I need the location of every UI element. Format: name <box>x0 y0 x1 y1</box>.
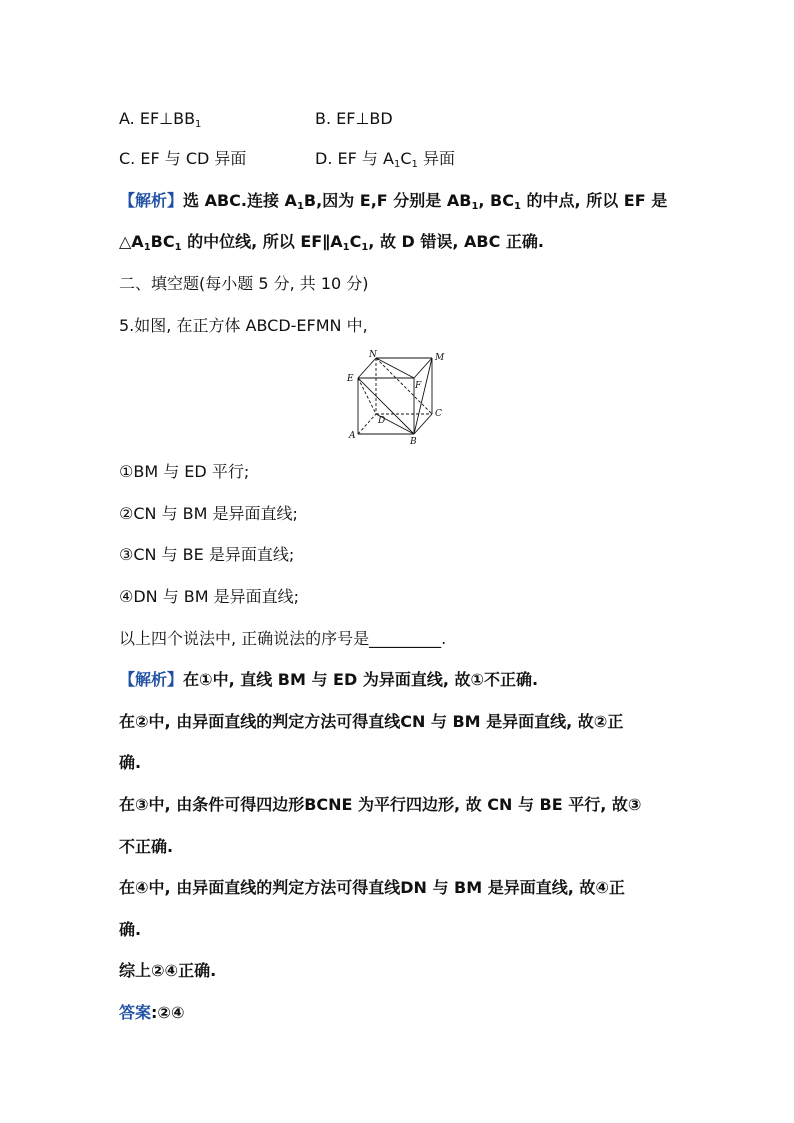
label-d: D <box>378 416 386 426</box>
option-d-prefix: D. EF 与 A <box>315 149 394 168</box>
option-c-text: C. EF 与 CD 异面 <box>119 149 247 168</box>
perp-symbol: ⊥ <box>355 109 370 128</box>
option-d <box>315 147 455 171</box>
text-run: 的中点, 所以 EF 是 <box>520 191 668 210</box>
analysis-2-para-4b: 确. <box>119 920 142 939</box>
subscript: 1 <box>393 159 401 170</box>
question-5-stem: 5.如图, 在正方体 ABCD-EFMN 中, <box>119 316 368 335</box>
cube-figure <box>342 348 452 446</box>
option-a-prefix: A. EF <box>119 109 160 128</box>
subscript: 1 <box>361 242 369 253</box>
option-c <box>119 147 246 171</box>
subscript: 1 <box>143 242 151 253</box>
statement-3: ③CN 与 BE 是异面直线; <box>119 545 295 564</box>
analysis-tag: 【解析】 <box>119 670 184 689</box>
subscript: 1 <box>514 201 521 212</box>
subscript: 1 <box>342 242 350 253</box>
analysis-tag: 【解析】 <box>119 191 184 210</box>
analysis-2-para-4a: 在④中, 由异面直线的判定方法可得直线DN 与 BM 是异面直线, 故④正 <box>119 878 625 897</box>
label-f: F <box>415 381 422 391</box>
statement-1: ①BM 与 ED 平行; <box>119 462 250 481</box>
hidden-segment-nc <box>376 358 432 414</box>
analysis-2-para-3b: 不正确. <box>119 837 174 856</box>
analysis-2-para-3a: 在③中, 由条件可得四边形BCNE 为平行四边形, 故 CN 与 BE 平行, 故③ <box>119 795 642 814</box>
question-prompt: 以上四个说法中, 正确说法的序号是_________. <box>119 629 447 648</box>
answer-line <box>119 1001 185 1025</box>
text-run: C <box>349 232 362 251</box>
label-c: C <box>435 409 442 419</box>
option-b <box>315 107 393 131</box>
subscript: 1 <box>411 159 418 170</box>
analysis-2-line-1 <box>119 668 538 692</box>
option-b-main: BD <box>369 109 393 128</box>
statement-4: ④DN 与 BM 是异面直线; <box>119 587 300 606</box>
text-run: , 故 D 错误, ABC 正确. <box>368 232 544 251</box>
segment-nf <box>376 358 414 378</box>
option-d-post: 异面 <box>417 149 455 168</box>
answer-value: :②④ <box>151 1003 185 1022</box>
analysis-2-para-2b: 确. <box>119 753 142 772</box>
edge-en <box>358 358 376 378</box>
option-a-main: BB <box>173 109 196 128</box>
text-run: B,因为 E,F 分别是 AB <box>303 191 472 210</box>
statement-2: ②CN 与 BM 是异面直线; <box>119 504 298 523</box>
option-d-mid: C <box>400 149 412 168</box>
text-run: , BC <box>478 191 514 210</box>
option-b-prefix: B. EF <box>315 109 356 128</box>
analysis-1-line-2 <box>119 230 544 254</box>
subscript: 1 <box>296 201 304 212</box>
text-run: 的中位线, 所以 EF∥A <box>181 232 343 251</box>
subscript: 1 <box>471 201 479 212</box>
analysis-2-summary: 综上②④正确. <box>119 961 217 980</box>
section-heading: 二、填空题(每小题 5 分, 共 10 分) <box>119 274 369 293</box>
hidden-segment-ed <box>358 378 376 414</box>
text-run: 在①中, 直线 BM 与 ED 为异面直线, 故①不正确. <box>183 670 539 689</box>
answer-label: 答案 <box>119 1003 152 1022</box>
analysis-1-line-1 <box>119 189 667 213</box>
perp-symbol: ⊥ <box>159 109 174 128</box>
label-b: B <box>410 437 417 446</box>
label-m: M <box>435 353 445 363</box>
segment-bm <box>414 358 432 434</box>
analysis-2-para-2a: 在②中, 由异面直线的判定方法可得直线CN 与 BM 是异面直线, 故②正 <box>119 712 624 731</box>
segment-be <box>358 378 414 434</box>
hidden-edge-ad <box>358 414 376 434</box>
label-a: A <box>349 431 356 441</box>
label-n: N <box>369 350 377 360</box>
option-a <box>119 107 201 131</box>
subscript: 1 <box>174 242 182 253</box>
text-run: △A <box>119 232 144 251</box>
subscript: 1 <box>195 119 202 130</box>
label-e: E <box>347 374 354 384</box>
text-run: 选 ABC.连接 A <box>183 191 297 210</box>
text-run: BC <box>150 232 175 251</box>
